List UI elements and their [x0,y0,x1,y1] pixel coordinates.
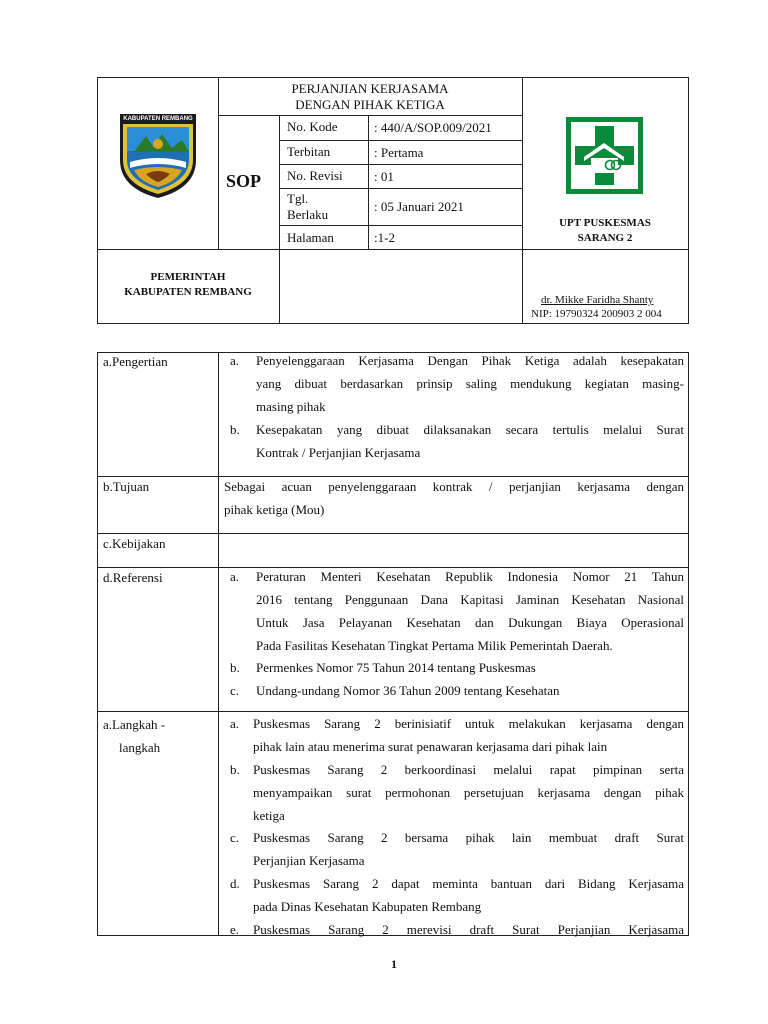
field-label-berlaku: Berlaku [287,207,329,222]
list-marker: a. [230,353,240,368]
document-title-line2: DENGAN PIHAK KETIGA [295,97,445,112]
list-marker: c. [230,683,240,698]
list-text-line: Kontrak / Perjanjian Kerjasama [256,445,421,460]
list-marker: e. [230,922,240,937]
section-label-langkah-line2: langkah [119,740,161,755]
list-text-line: Puskesmas Sarang 2 bersama pihak lain membuat draft Surat [253,830,684,845]
section-label-langkah-line1: a.Langkah - [103,717,166,732]
list-marker: a. [230,716,240,731]
sop-label: SOP [226,171,262,191]
field-value-halaman: :1-2 [374,230,395,245]
list-text-line: Kesepakatan yang dibuat dilaksanakan secara tertulis melalui Surat [256,422,684,437]
list-text-line: Untuk Jasa Pelayanan Kesehatan dan Dukungan Biaya Operasional [256,615,684,630]
list-text-line: Permenkes Nomor 75 Tahun 2014 tentang Puskesmas [256,660,536,675]
list-text-line: Perjanjian Kerjasama [253,853,365,868]
list-text-line: Peraturan Menteri Kesehatan Republik Indonesia Nomor 21 Tahun [256,569,684,584]
tujuan-text-line: Sebagai acuan penyelenggaraan kontrak / perjanjian kerjasama dengan [224,479,684,494]
signer-name: dr. Mikke Faridha Shanty [541,294,654,306]
list-text-line: Puskesmas Sarang 2 berinisiatif untuk melakukan kerjasama dengan [253,716,684,731]
field-value-terbitan: : Pertama [374,145,424,160]
list-text-line: Undang-undang Nomor 36 Tahun 2009 tentang Kesehatan [256,683,560,698]
kabupaten-rembang-seal [116,110,200,200]
list-text-line: ketiga [253,808,285,823]
field-label-tgl: Tgl. [287,191,309,206]
list-marker: b. [230,422,240,437]
org-name-line1: UPT PUSKESMAS [559,217,651,229]
list-marker: b. [230,660,240,675]
gov-name-line2: KABUPATEN REMBANG [124,286,252,298]
section-label-tujuan: b.Tujuan [103,479,150,494]
list-text-line: Penyelenggaraan Kerjasama Dengan Pihak Ketiga adalah kesepakatan [256,353,684,368]
list-text-line: pada Dinas Kesehatan Kabupaten Rembang [253,899,482,914]
seal-banner-text: KABUPATEN REMBANG [123,116,193,122]
puskesmas-logo [566,117,643,194]
tujuan-text-line: pihak ketiga (Mou) [224,502,325,517]
document-title-line1: PERJANJIAN KERJASAMA [291,81,449,96]
list-marker: a. [230,569,240,584]
list-marker: c. [230,830,240,845]
list-text-line: masing pihak [256,399,326,414]
list-text-line: Pada Fasilitas Kesehatan Tingkat Pertama Milik Pemerintah Daerah. [256,638,613,653]
list-text-line: menyampaikan surat permohonan persetujuan kerjasama dengan pihak [253,785,684,800]
field-value-no-kode: : 440/A/SOP.009/2021 [374,120,492,135]
field-label-halaman: Halaman [287,230,334,245]
list-text-line: Puskesmas Sarang 2 dapat meminta bantuan dari Bidang Kerjasama [253,876,684,891]
list-text-line: Puskesmas Sarang 2 merevisi draft Surat Perjanjian Kerjasama [253,922,684,937]
field-label-terbitan: Terbitan [287,144,331,159]
list-text-line: yang dibuat berdasarkan prinsip saling mendukung kegiatan masing- [256,376,684,391]
list-marker: d. [230,876,240,891]
list-marker: b. [230,762,240,777]
field-label-no-kode: No. Kode [287,119,338,134]
field-value-no-revisi: : 01 [374,169,394,184]
field-label-no-revisi: No. Revisi [287,168,343,183]
org-name-line2: SARANG 2 [577,232,633,244]
list-text-line: pihak lain atau menerima surat penawaran kerjasama dari pihak lain [253,739,608,754]
field-value-tgl-berlaku: : 05 Januari 2021 [374,199,464,214]
section-label-kebijakan: c.Kebijakan [103,536,166,551]
signer-nip: NIP: 19790324 200903 2 004 [531,308,662,320]
list-text-line: Puskesmas Sarang 2 berkoordinasi melalui rapat pimpinan serta [253,762,684,777]
section-label-pengertian: a.Pengertian [103,354,168,369]
page-number: 1 [391,957,397,971]
gov-name-line1: PEMERINTAH [150,271,226,283]
section-label-referensi: d.Referensi [103,570,163,585]
list-text-line: 2016 tentang Penggunaan Dana Kapitasi Jaminan Kesehatan Nasional [256,592,684,607]
